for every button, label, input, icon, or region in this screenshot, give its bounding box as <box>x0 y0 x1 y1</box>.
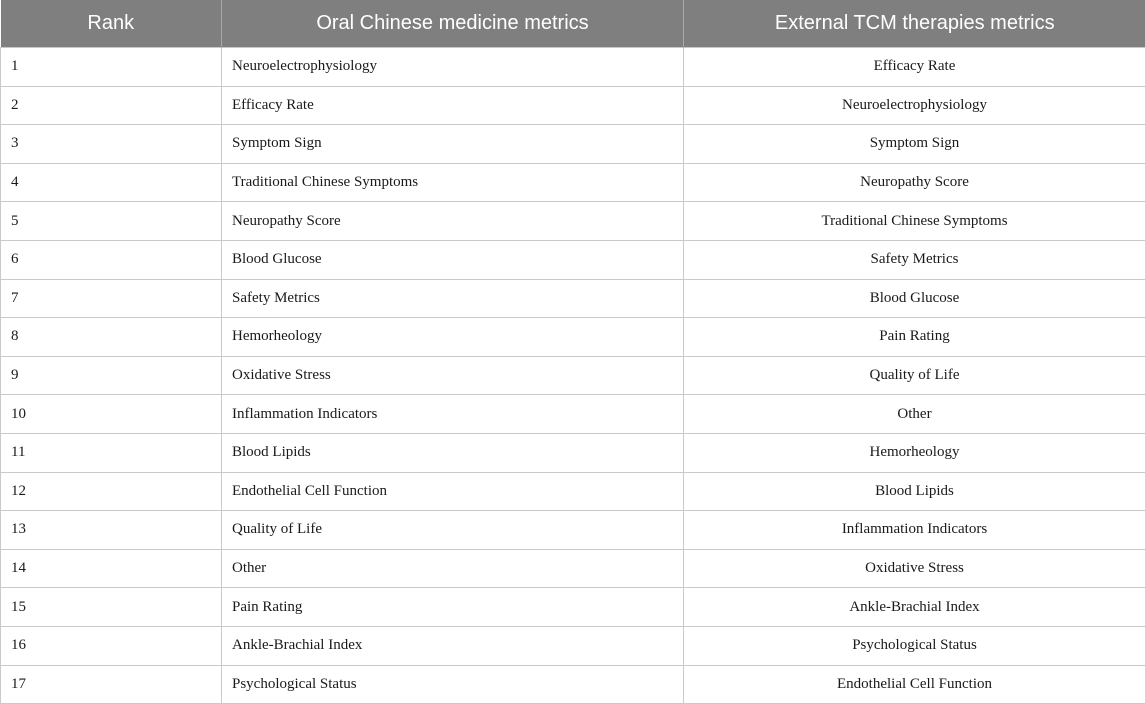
oral-metric-cell: Blood Lipids <box>222 433 684 472</box>
oral-metric-cell: Hemorheology <box>222 318 684 357</box>
table-row <box>1 48 1145 87</box>
oral-metric-cell: Neuroelectrophysiology <box>222 48 684 87</box>
oral-metric-cell: Blood Glucose <box>222 240 684 279</box>
oral-metric-cell: Endothelial Cell Function <box>222 472 684 511</box>
table-row <box>1 356 1145 395</box>
rank-cell: 1 <box>1 48 222 87</box>
external-metric-cell: Blood Lipids <box>684 472 1145 511</box>
external-metric-cell: Traditional Chinese Symptoms <box>684 202 1145 241</box>
oral-metric-cell: Efficacy Rate <box>222 86 684 125</box>
external-metric-cell: Blood Glucose <box>684 279 1145 318</box>
oral-metric-cell: Psychological Status <box>222 665 684 704</box>
oral-metric-cell: Pain Rating <box>222 588 684 627</box>
rank-cell: 3 <box>1 125 222 164</box>
external-metric-cell: Safety Metrics <box>684 240 1145 279</box>
rank-cell: 7 <box>1 279 222 318</box>
external-metric-cell: Quality of Life <box>684 356 1145 395</box>
rank-cell: 8 <box>1 318 222 357</box>
external-metric-cell: Oxidative Stress <box>684 549 1145 588</box>
table-row <box>1 279 1145 318</box>
rank-cell: 9 <box>1 356 222 395</box>
oral-metric-cell: Neuropathy Score <box>222 202 684 241</box>
rank-cell: 16 <box>1 626 222 665</box>
rank-cell: 13 <box>1 511 222 550</box>
table-row <box>1 125 1145 164</box>
oral-metric-cell: Inflammation Indicators <box>222 395 684 434</box>
header-row <box>1 0 1145 48</box>
table-row <box>1 588 1145 627</box>
external-metric-cell: Hemorheology <box>684 433 1145 472</box>
table-row <box>1 86 1145 125</box>
table-row <box>1 240 1145 279</box>
table-row <box>1 472 1145 511</box>
external-metric-cell: Endothelial Cell Function <box>684 665 1145 704</box>
table-row <box>1 511 1145 550</box>
table-row <box>1 433 1145 472</box>
table-row <box>1 202 1145 241</box>
header-external-metrics: External TCM therapies metrics <box>684 0 1145 48</box>
external-metric-cell: Efficacy Rate <box>684 48 1145 87</box>
table-header <box>1 0 1145 48</box>
oral-metric-cell: Quality of Life <box>222 511 684 550</box>
rank-cell: 14 <box>1 549 222 588</box>
rank-cell: 6 <box>1 240 222 279</box>
external-metric-cell: Ankle-Brachial Index <box>684 588 1145 627</box>
rank-cell: 5 <box>1 202 222 241</box>
table-row <box>1 665 1145 704</box>
oral-metric-cell: Symptom Sign <box>222 125 684 164</box>
rank-cell: 12 <box>1 472 222 511</box>
rank-cell: 4 <box>1 163 222 202</box>
rank-cell: 15 <box>1 588 222 627</box>
table-row <box>1 163 1145 202</box>
oral-metric-cell: Other <box>222 549 684 588</box>
oral-metric-cell: Safety Metrics <box>222 279 684 318</box>
external-metric-cell: Inflammation Indicators <box>684 511 1145 550</box>
table-row <box>1 318 1145 357</box>
table-row <box>1 395 1145 434</box>
external-metric-cell: Psychological Status <box>684 626 1145 665</box>
oral-metric-cell: Traditional Chinese Symptoms <box>222 163 684 202</box>
table-row <box>1 549 1145 588</box>
rank-cell: 17 <box>1 665 222 704</box>
rank-cell: 10 <box>1 395 222 434</box>
external-metric-cell: Neuroelectrophysiology <box>684 86 1145 125</box>
oral-metric-cell: Oxidative Stress <box>222 356 684 395</box>
table-row <box>1 626 1145 665</box>
oral-metric-cell: Ankle-Brachial Index <box>222 626 684 665</box>
header-rank: Rank <box>1 0 222 48</box>
external-metric-cell: Other <box>684 395 1145 434</box>
external-metric-cell: Symptom Sign <box>684 125 1145 164</box>
table-body <box>1 48 1145 704</box>
rank-cell: 11 <box>1 433 222 472</box>
rank-cell: 2 <box>1 86 222 125</box>
external-metric-cell: Pain Rating <box>684 318 1145 357</box>
external-metric-cell: Neuropathy Score <box>684 163 1145 202</box>
header-oral-metrics: Oral Chinese medicine metrics <box>222 0 684 48</box>
